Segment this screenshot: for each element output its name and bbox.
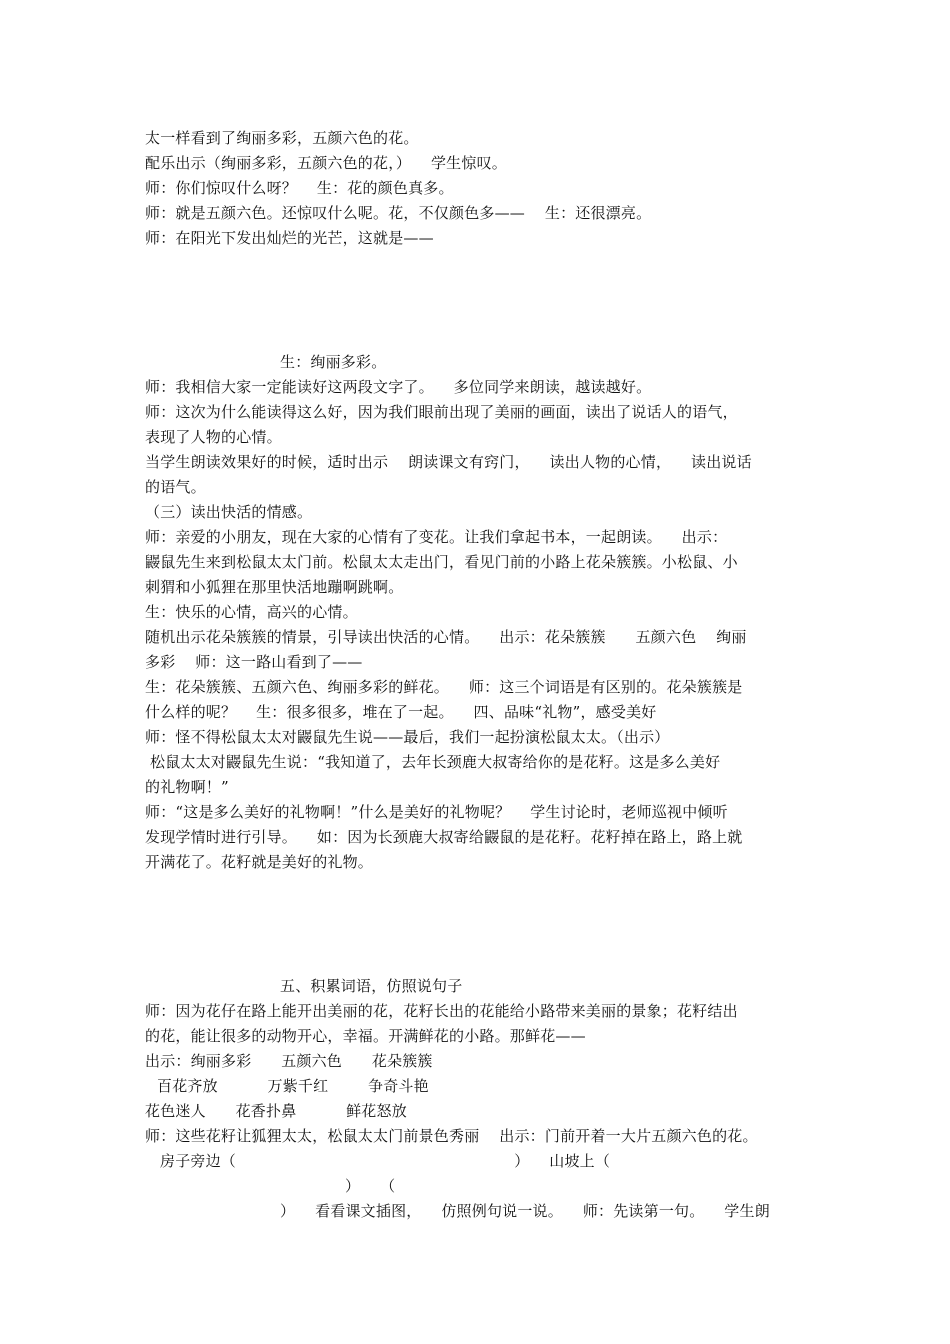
text-line: 房子旁边（ ） 山坡上（ (160, 1152, 611, 1170)
text-line: 配乐出示（绚丽多彩，五颜六色的花，） 学生惊叹。 (145, 154, 507, 172)
text-line: 生：绚丽多彩。 (280, 353, 387, 371)
text-line: 随机出示花朵簇簇的情景，引导读出快活的心情。 出示：花朵簇簇 五颜六色 绚丽 (145, 628, 747, 646)
text-line: ） 看看课文插图， 仿照例句说一说。 师：先读第一句。 学生朗 (280, 1202, 770, 1220)
text-line: 师：这些花籽让狐狸太太，松鼠太太门前景色秀丽 出示：门前开着一大片五颜六色的花。 (145, 1127, 758, 1145)
text-line: 松鼠太太对鼹鼠先生说：“我知道了，去年长颈鹿大叔寄给你的是花籽。这是多么美好 (150, 753, 721, 771)
text-line: 师：你们惊叹什么呀？ 生：花的颜色真多。 (145, 179, 454, 197)
section-heading: 五、积累词语，仿照说句子 (280, 977, 463, 995)
text-line: 发现学情时进行引导。 如：因为长颈鹿大叔寄给鼹鼠的是花籽。花籽掉在路上，路上就 (145, 828, 743, 846)
text-line: 的语气。 (145, 478, 206, 496)
text-line: 的礼物啊！” (145, 778, 229, 796)
text-line: 师：在阳光下发出灿烂的光芒，这就是—— (145, 229, 434, 247)
text-line: 当学生朗读效果好的时候，适时出示 朗读课文有窍门， 读出人物的心情， 读出说话 (145, 453, 752, 471)
text-line: 太一样看到了绚丽多彩，五颜六色的花。 (145, 129, 419, 147)
text-line: ） （ (345, 1177, 396, 1195)
text-line: 的花，能让很多的动物开心，幸福。开满鲜花的小路。那鲜花—— (145, 1027, 586, 1045)
text-line: 表现了人物的心情。 (145, 428, 282, 446)
text-line: 什么样的呢？ 生：很多很多，堆在了一起。 四、品味“礼物”，感受美好 (145, 703, 657, 721)
text-line: 开满花了。花籽就是美好的礼物。 (145, 853, 374, 871)
text-line: 师：因为花仔在路上能开出美丽的花，花籽长出的花能给小路带来美丽的景象；花籽结出 (145, 1002, 738, 1020)
text-line: 师：就是五颜六色。还惊叹什么呢。花，不仅颜色多—— 生：还很漂亮。 (145, 204, 652, 222)
section-heading: （三）读出快活的情感。 (145, 503, 313, 521)
text-line: 师：亲爱的小朋友，现在大家的心情有了变花。让我们拿起书本，一起朗读。 出示： (145, 528, 728, 546)
word-list-line: 花色迷人 花香扑鼻 鲜花怒放 (145, 1102, 407, 1120)
text-line: 生：花朵簇簇、五颜六色、绚丽多彩的鲜花。 师：这三个词语是有区别的。花朵簇簇是 (145, 678, 743, 696)
text-line: 师：这次为什么能读得这么好，因为我们眼前出现了美丽的画面，读出了说话人的语气， (145, 403, 738, 421)
text-line: 生：快乐的心情，高兴的心情。 (145, 603, 358, 621)
text-line: 师：怪不得松鼠太太对鼹鼠先生说——最后，我们一起扮演松鼠太太。（出示） (145, 728, 670, 746)
text-line: 师：我相信大家一定能读好这两段文字了。 多位同学来朗读，越读越好。 (145, 378, 652, 396)
text-line: 多彩 师：这一路山看到了—— (145, 653, 363, 671)
word-list-line: 出示：绚丽多彩 五颜六色 花朵簇簇 (145, 1052, 433, 1070)
text-line: 鼹鼠先生来到松鼠太太门前。松鼠太太走出门，看见门前的小路上花朵簇簇。小松鼠、小 (145, 553, 738, 571)
text-line: 刺猬和小狐狸在那里快活地蹦啊跳啊。 (145, 578, 404, 596)
text-line: 师：“这是多么美好的礼物啊！”什么是美好的礼物呢？ 学生讨论时，老师巡视中倾听 (145, 803, 728, 821)
word-list-line: 百花齐放 万紫千红 争奇斗艳 (157, 1077, 429, 1095)
